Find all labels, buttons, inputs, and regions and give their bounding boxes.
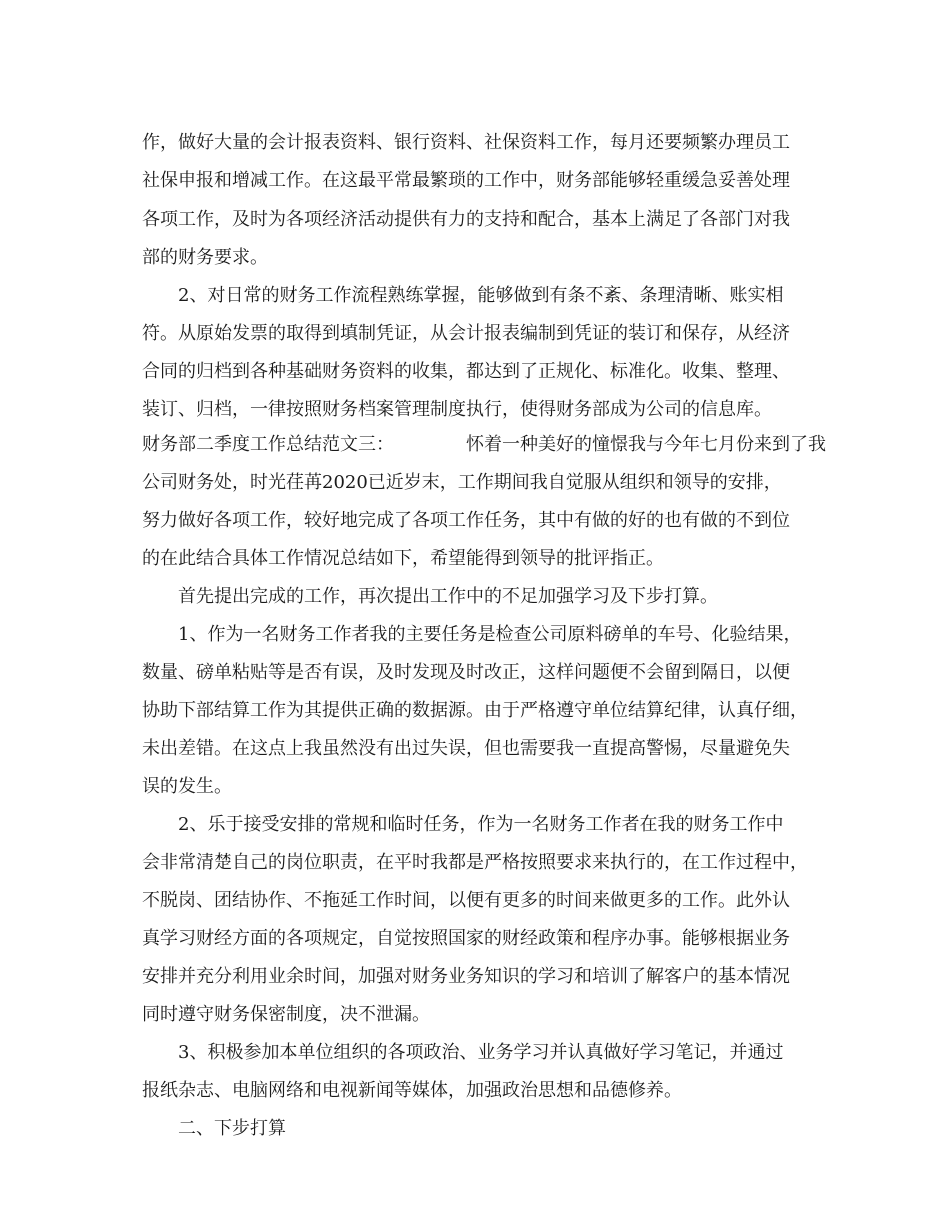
text-line: 社保申报和增减工作。在这最平常最繁琐的工作中，财务部能够轻重缓急妥善处理 bbox=[142, 170, 790, 191]
text-line: 公司财务处，时光荏苒2020已近岁末，工作期间我自觉服从组织和领导的安排， bbox=[142, 472, 782, 493]
text-line: 未出差错。在这点上我虽然没有出过失误，但也需要我一直提高警惕，尽量避免失 bbox=[142, 738, 790, 759]
text-line: 误的发生。 bbox=[142, 776, 232, 797]
section-heading: 财务部二季度工作总结范文三： bbox=[142, 434, 394, 455]
text-line: 同时遵守财务保密制度，决不泄漏。 bbox=[142, 1004, 430, 1025]
text-fragment: 怀着一种美好的憧憬我与今年七月份来到了我 bbox=[466, 434, 826, 455]
text-line: 的在此结合具体工作情况总结如下，希望能得到领导的批评指正。 bbox=[142, 548, 664, 569]
text-line: 作，做好大量的会计报表资料、银行资料、社保资料工作，每月还要频繁办理员工 bbox=[142, 132, 790, 153]
text-line: 2、乐于接受安排的常规和临时任务，作为一名财务工作者在我的财务工作中 bbox=[178, 814, 784, 835]
text-line: 报纸杂志、电脑网络和电视新闻等媒体，加强政治思想和品德修养。 bbox=[142, 1080, 682, 1101]
text-line: 部的财务要求。 bbox=[142, 247, 268, 268]
text-line: 会非常清楚自己的岗位职责，在平时我都是严格按照要求来执行的，在工作过程中， bbox=[142, 852, 808, 873]
text-line: 协助下部结算工作为其提供正确的数据源。由于严格遵守单位结算纪律，认真仔细， bbox=[142, 700, 808, 721]
text-line: 符。从原始发票的取得到填制凭证，从会计报表编制到凭证的装订和保存，从经济 bbox=[142, 323, 790, 344]
text-line: 努力做好各项工作，较好地完成了各项工作任务，其中有做的好的也有做的不到位 bbox=[142, 510, 790, 531]
text-line: 各项工作，及时为各项经济活动提供有力的支持和配合，基本上满足了各部门对我 bbox=[142, 209, 790, 230]
text-line: 合同的归档到各种基础财务资料的收集，都达到了正规化、标准化。收集、整理、 bbox=[142, 361, 790, 382]
text-line: 3、积极参加本单位组织的各项政治、业务学习并认真做好学习笔记，并通过 bbox=[178, 1042, 784, 1063]
text-line: 安排并充分利用业余时间，加强对财务业务知识的学习和培训了解客户的基本情况 bbox=[142, 966, 790, 987]
text-line: 真学习财经方面的各项规定，自觉按照国家的财经政策和程序办事。能够根据业务 bbox=[142, 928, 790, 949]
text-line: 不脱岗、团结协作、不拖延工作时间，以便有更多的时间来做更多的工作。此外认 bbox=[142, 890, 790, 911]
text-line: 数量、磅单粘贴等是否有误，及时发现及时改正，这样问题便不会留到隔日，以便 bbox=[142, 662, 790, 683]
section-heading: 二、下步打算 bbox=[178, 1118, 286, 1139]
text-line: 2、对日常的财务工作流程熟练掌握，能够做到有条不紊、条理清晰、账实相 bbox=[178, 285, 784, 306]
text-line bbox=[142, 433, 826, 457]
text-line: 首先提出完成的工作，再次提出工作中的不足加强学习及下步打算。 bbox=[178, 586, 718, 607]
text-line: 1、作为一名财务工作者我的主要任务是检查公司原料磅单的车号、化验结果， bbox=[178, 624, 802, 645]
text-line: 装订、归档，一律按照财务档案管理制度执行，使得财务部成为公司的信息库。 bbox=[142, 399, 772, 420]
